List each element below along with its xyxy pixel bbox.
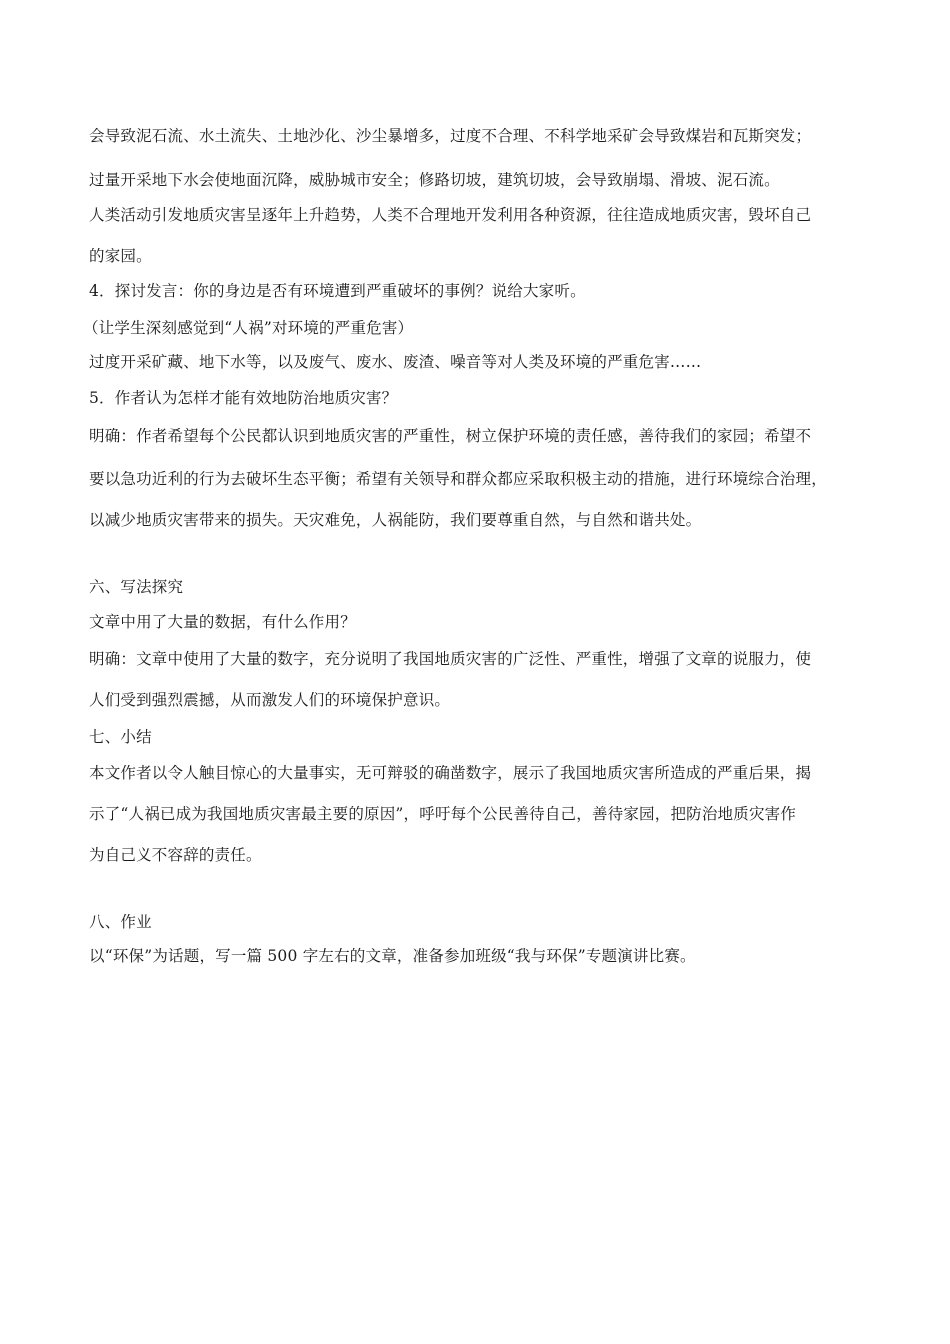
paragraph-line: 的家园。 — [89, 247, 152, 265]
paragraph-line: 明确：作者希望每个公民都认识到地质灾害的严重性，树立保护环境的责任感，善待我们的家园；希望不 — [89, 427, 812, 445]
paragraph-line: 人类活动引发地质灾害呈逐年上升趋势，人类不合理地开发利用各种资源，往往造成地质灾害，毁坏自己 — [89, 206, 812, 224]
section-heading: 八、作业 — [89, 913, 152, 931]
paragraph-line: 为自己义不容辞的责任。 — [89, 846, 262, 864]
paragraph-line: 过度开采矿藏、地下水等，以及废气、废水、废渣、噪音等对人类及环境的严重危害…… — [89, 353, 702, 371]
question-heading: 5．作者认为怎样才能有效地防治地质灾害？ — [89, 389, 398, 407]
section-heading: 六、写法探究 — [89, 578, 184, 596]
paragraph-line: 以减少地质灾害带来的损失。天灾难免，人祸能防，我们要尊重自然，与自然和谐共处。 — [89, 511, 702, 529]
paragraph-line: 明确：文章中使用了大量的数字，充分说明了我国地质灾害的广泛性、严重性，增强了文章的说服力，使 — [89, 650, 812, 668]
paragraph-line: （让学生深刻感觉到“人祸”对环境的严重危害） — [83, 319, 414, 337]
paragraph-line: 人们受到强烈震撼，从而激发人们的环境保护意识。 — [89, 691, 451, 709]
question-heading: 4．探讨发言：你的身边是否有环境遭到严重破坏的事例？说给大家听。 — [89, 282, 586, 300]
section-heading: 七、小结 — [89, 728, 152, 746]
paragraph-line: 以“环保”为话题，写一篇 500 字左右的文章，准备参加班级“我与环保”专题演讲比赛。 — [89, 947, 696, 965]
paragraph-line: 过量开采地下水会使地面沉降，威胁城市安全；修路切坡，建筑切坡，会导致崩塌、滑坡、泥石流。 — [89, 171, 780, 189]
paragraph-line: 要以急功近利的行为去破坏生态平衡；希望有关领导和群众都应采取积极主动的措施，进行环境综合治理， — [89, 470, 827, 488]
paragraph-line: 会导致泥石流、水土流失、土地沙化、沙尘暴增多，过度不合理、不科学地采矿会导致煤岩和瓦斯突发； — [89, 127, 812, 145]
paragraph-line: 本文作者以令人触目惊心的大量事实，无可辩驳的确凿数字，展示了我国地质灾害所造成的严重后果，揭 — [89, 764, 812, 782]
paragraph-line: 示了“人祸已成为我国地质灾害最主要的原因”，呼吁每个公民善待自己，善待家园，把防治地质灾害作 — [89, 805, 797, 823]
paragraph-line: 文章中用了大量的数据，有什么作用？ — [89, 613, 356, 631]
